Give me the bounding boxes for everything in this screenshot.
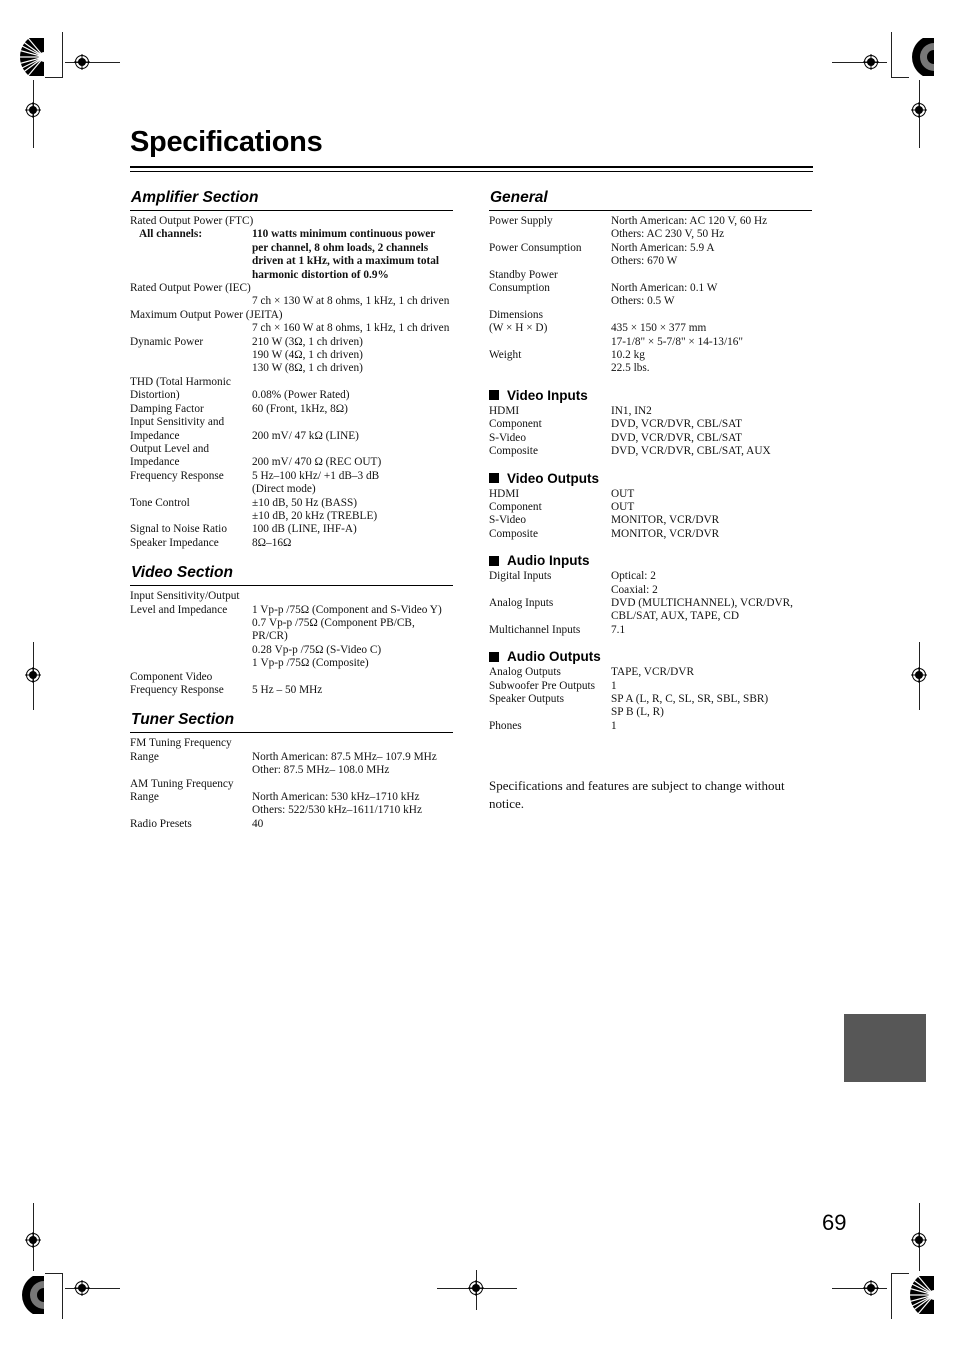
spec-value: North American: 5.9 A Others: 670 W [611, 241, 715, 268]
video-section-heading: Video Section [130, 564, 453, 586]
spec-key: Power Consumption [489, 241, 582, 254]
spec-value: 10.2 kg 22.5 lbs. [611, 349, 650, 375]
spec-key: Damping Factor [130, 402, 204, 415]
spec-key: Subwoofer Pre Outputs [489, 679, 596, 692]
spec-row [130, 322, 453, 335]
square-bullet-icon [489, 652, 499, 662]
spec-row [489, 432, 812, 445]
spec-row [489, 418, 812, 431]
corner-fan-mark-icon [18, 38, 44, 76]
tuner-section-heading: Tuner Section [130, 711, 453, 733]
registration-target-icon [863, 54, 879, 70]
spec-key: Input Sensitivity/Output Level and Impedance [130, 590, 240, 616]
spec-value: 40 [252, 817, 264, 830]
title-rule [130, 166, 813, 168]
spec-row [130, 497, 453, 524]
spec-key: Weight [489, 349, 522, 362]
spec-value: DVD, VCR/DVR, CBL/SAT, AUX [611, 445, 771, 458]
spec-key: HDMI [489, 404, 520, 417]
spec-key: Frequency Response [130, 469, 224, 482]
page-title: Specifications [130, 126, 323, 158]
spec-row [130, 336, 453, 376]
spec-value: 7 ch × 130 W at 8 ohms, 1 kHz, 1 ch driven [252, 295, 450, 308]
spec-value: MONITOR, VCR/DVR [611, 527, 720, 540]
spec-key: Composite [489, 527, 538, 540]
right-column [489, 189, 812, 813]
spec-key: Dimensions (W × H × D) [489, 308, 548, 335]
spec-key: Speaker Impedance [130, 536, 219, 549]
spec-value: OUT [611, 500, 635, 513]
spec-row [489, 405, 812, 418]
spec-row [489, 570, 812, 597]
registration-target-icon [911, 667, 927, 683]
spec-key: Tone Control [130, 496, 190, 509]
spec-row [130, 590, 453, 670]
rated-output-iec-label: Rated Output Power (IEC) [130, 282, 251, 295]
spec-value: 110 watts minimum continuous power per channel, 8 ohm loads, 2 channels driven at 1 kHz, with a maximum total harmonic distortion of 0.9% [252, 228, 440, 281]
video-outputs-heading [489, 471, 812, 486]
spec-key: S-Video [489, 514, 526, 527]
spec-key: Power Supply [489, 215, 553, 227]
general-spec-list [489, 215, 812, 376]
spec-value: DVD (MULTICHANNEL), VCR/DVR, CBL/SAT, AUX, TAPE, CD [611, 596, 794, 623]
spec-row [489, 514, 812, 527]
spec-key: Standby Power Consumption [489, 268, 558, 295]
crop-line [62, 32, 63, 77]
spec-key: Input Sensitivity and Impedance [130, 416, 225, 442]
spec-value: North American: 0.1 W Others: 0.5 W [611, 282, 718, 308]
audio-inputs-heading [489, 553, 812, 568]
spec-row [489, 597, 812, 624]
spec-key: All channels: [139, 228, 203, 241]
spec-key: HDMI [489, 487, 520, 500]
spec-row [489, 445, 812, 458]
video-inputs-heading [489, 388, 812, 403]
spec-row [130, 376, 453, 403]
tuner-spec-list [130, 737, 453, 831]
all-channels-row [130, 228, 453, 282]
spec-key: Composite [489, 445, 538, 458]
video-outputs-list [489, 488, 812, 542]
spec-key: Signal to Noise Ratio [130, 523, 227, 536]
registration-target-icon [25, 102, 41, 118]
spec-row [130, 295, 453, 308]
general-section-heading: General [489, 189, 812, 211]
registration-target-icon [25, 667, 41, 683]
spec-value: SP A (L, R, C, SL, SR, SBL, SBR) SP B (L, R) [611, 692, 769, 719]
crop-line [891, 32, 892, 77]
registration-target-icon [863, 1280, 879, 1296]
spec-value: ±10 dB, 50 Hz (BASS) ±10 dB, 20 kHz (TREBLE) [252, 496, 378, 522]
spec-value: 1 [611, 719, 617, 732]
spec-key: Dynamic Power [130, 335, 204, 348]
spec-value: TAPE, VCR/DVR [611, 666, 694, 679]
audio-outputs-heading-text: Audio Outputs [507, 649, 601, 665]
page-number: 69 [822, 1210, 847, 1235]
spec-row [130, 443, 453, 470]
spec-row [489, 624, 812, 637]
title-rule [130, 171, 813, 172]
spec-row [489, 501, 812, 514]
spec-value: 1 Vp-p /75Ω (Component and S-Video Y) 0.7 Vp-p /75Ω (Component PB/CB, PR/CR) 0.28 Vp-p /75Ω (S-Video C) 1 Vp-p /75Ω (Composite) [252, 603, 442, 670]
corner-fan-mark-icon [908, 38, 934, 76]
spec-value: North American: 530 kHz–1710 kHz Others: 522/530 kHz–1611/1710 kHz [252, 791, 422, 817]
spec-key: Component Video Frequency Response [130, 670, 224, 696]
spec-key: THD (Total Harmonic Distortion) [130, 375, 231, 402]
spec-key: Analog Inputs [489, 596, 554, 609]
max-output-jeita-label: Maximum Output Power (JEITA) [130, 308, 283, 321]
spec-value: 200 mV/ 470 Ω (REC OUT) [252, 456, 382, 469]
square-bullet-icon [489, 390, 499, 400]
registration-target-icon [468, 1280, 484, 1296]
spec-key: Analog Outputs [489, 666, 561, 679]
spec-key: AM Tuning Frequency Range [130, 777, 234, 804]
spec-value: 100 dB (LINE, IHF-A) [252, 523, 357, 536]
crop-line [45, 77, 63, 78]
spec-row [489, 680, 812, 693]
crop-line [891, 1273, 909, 1274]
spec-value: 8Ω–16Ω [252, 536, 292, 549]
crop-line [891, 1274, 892, 1319]
spec-row [489, 720, 812, 733]
corner-fan-mark-icon [908, 1276, 934, 1314]
spec-value: Optical: 2 Coaxial: 2 [611, 570, 658, 596]
audio-outputs-list [489, 666, 812, 733]
spec-value: 60 (Front, 1kHz, 8Ω) [252, 402, 348, 415]
specs-change-note: Specifications and features are subject to change without notice. [489, 778, 785, 812]
spec-key: Output Level and Impedance [130, 442, 210, 469]
crop-line [891, 77, 909, 78]
spec-row [130, 818, 453, 831]
spec-value: MONITOR, VCR/DVR [611, 514, 720, 527]
registration-target-icon [25, 1232, 41, 1248]
square-bullet-icon [489, 473, 499, 483]
crop-line [62, 1274, 63, 1319]
spec-value: North American: 87.5 MHz– 107.9 MHz Other: 87.5 MHz– 108.0 MHz [252, 750, 437, 777]
spec-key: Component [489, 418, 542, 431]
spec-value: DVD, VCR/DVR, CBL/SAT [611, 418, 742, 431]
spec-value: 210 W (3Ω, 1 ch driven) 190 W (4Ω, 1 ch driven) 130 W (8Ω, 1 ch driven) [252, 335, 363, 375]
amplifier-section-heading: Amplifier Section [130, 189, 453, 211]
spec-row [130, 523, 453, 536]
amplifier-spec-list [130, 336, 453, 551]
spec-row [489, 349, 812, 376]
corner-fan-mark-icon [18, 1276, 44, 1314]
spec-value: 0.08% (Power Rated) [252, 389, 350, 402]
audio-outputs-heading [489, 649, 812, 664]
spec-row [489, 488, 812, 501]
crop-line [45, 1273, 63, 1274]
spec-row [130, 537, 453, 550]
spec-value: 7.1 [611, 623, 626, 636]
spec-value: 1 [611, 679, 617, 692]
spec-value: DVD, VCR/DVR, CBL/SAT [611, 431, 742, 444]
spec-row [489, 666, 812, 679]
spec-key: Digital Inputs [489, 570, 552, 583]
spec-row [130, 778, 453, 818]
spec-key: Multichannel Inputs [489, 623, 581, 636]
spec-key: S-Video [489, 431, 526, 444]
spec-key: FM Tuning Frequency Range [130, 737, 232, 763]
video-outputs-heading-text: Video Outputs [507, 470, 600, 486]
spec-value: 7 ch × 160 W at 8 ohms, 1 kHz, 1 ch driven [252, 322, 450, 335]
spec-value: IN1, IN2 [611, 404, 652, 417]
spec-key: Radio Presets [130, 817, 192, 830]
registration-target-icon [911, 1232, 927, 1248]
registration-target-icon [74, 1280, 90, 1296]
spec-row [130, 737, 453, 777]
video-inputs-list [489, 405, 812, 459]
spec-row [489, 242, 812, 269]
spec-value: 435 × 150 × 377 mm 17-1/8" × 5-7/8" × 14-13/16" [611, 322, 744, 348]
section-tab-marker [844, 1014, 926, 1082]
spec-row [489, 528, 812, 541]
left-column [130, 189, 453, 831]
spec-row [130, 403, 453, 416]
square-bullet-icon [489, 556, 499, 566]
video-inputs-heading-text: Video Inputs [507, 387, 588, 403]
registration-target-icon [911, 102, 927, 118]
spec-value: 5 Hz–100 kHz/ +1 dB–3 dB (Direct mode) [252, 469, 380, 496]
spec-value: 200 mV/ 47 kΩ (LINE) [252, 429, 359, 442]
spec-key: Phones [489, 719, 522, 732]
audio-inputs-list [489, 570, 812, 637]
spec-row [489, 215, 812, 242]
spec-key: Component [489, 500, 542, 513]
rated-output-ftc-label: Rated Output Power (FTC) [130, 215, 254, 227]
spec-value: North American: AC 120 V, 60 Hz Others: AC 230 V, 50 Hz [611, 215, 768, 241]
spec-row [489, 693, 812, 720]
spec-row [489, 269, 812, 309]
spec-row [130, 416, 453, 443]
spec-key: Speaker Outputs [489, 692, 564, 705]
spec-row [130, 470, 453, 497]
spec-row [489, 309, 812, 349]
spec-value: 5 Hz – 50 MHz [252, 684, 323, 696]
spec-row [130, 671, 453, 698]
registration-target-icon [74, 54, 90, 70]
video-spec-list [130, 590, 453, 697]
audio-inputs-heading-text: Audio Inputs [507, 553, 590, 569]
spec-value: OUT [611, 487, 635, 500]
